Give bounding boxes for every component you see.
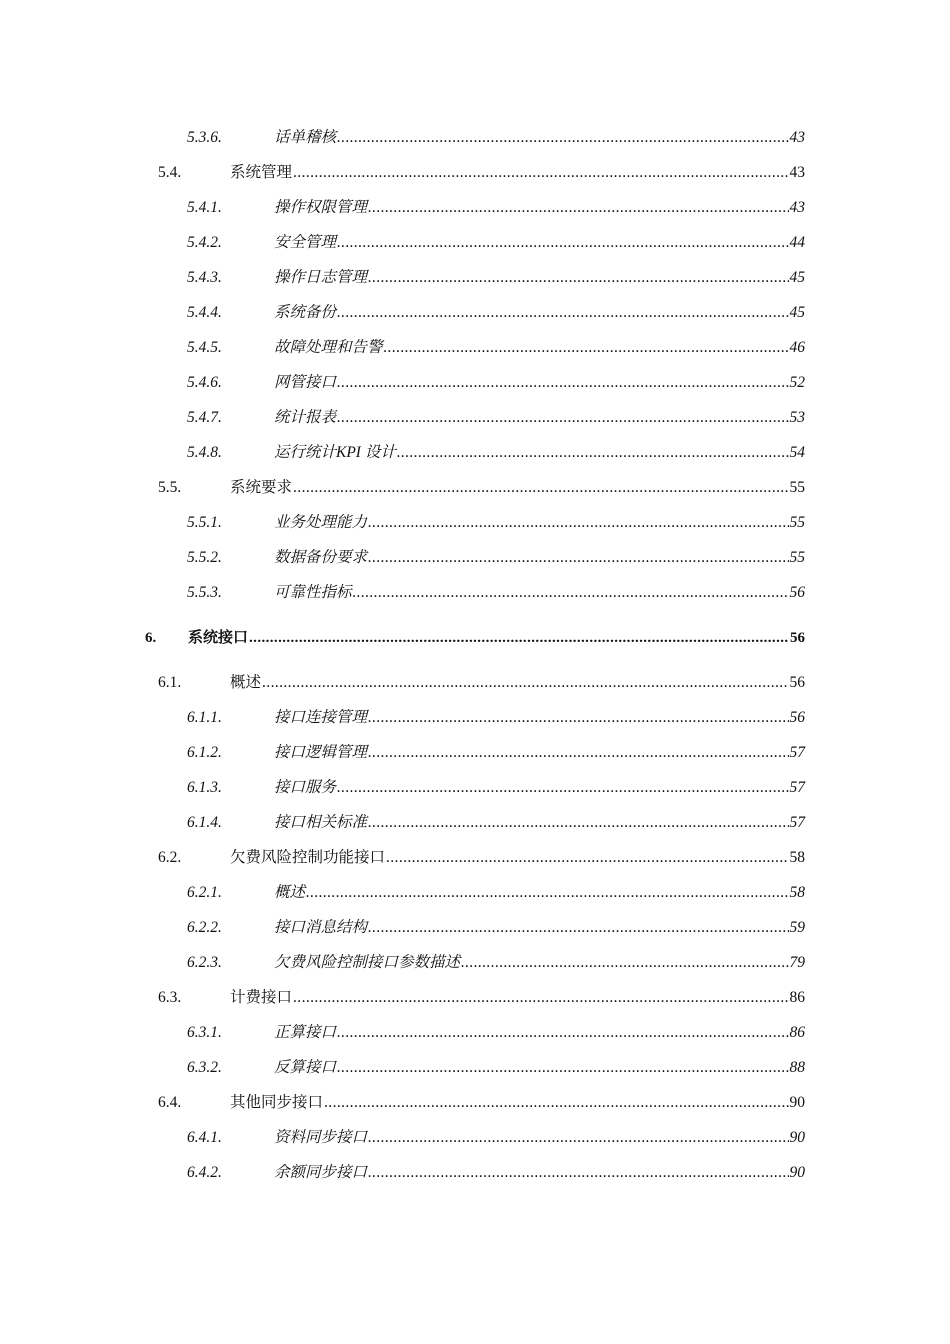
- toc-entry[interactable]: [0, 1126, 950, 1150]
- toc-entry-title: 操作日志管理: [274, 269, 368, 286]
- toc-entry-line: [274, 1126, 805, 1150]
- toc-entry-page-number: 90: [789, 1129, 805, 1146]
- toc-entry-line: [274, 266, 805, 290]
- toc-entry-page-number: 43: [789, 129, 805, 146]
- toc-entry-title: 其他同步接口: [230, 1094, 324, 1111]
- toc-entry-title: 话单稽核: [274, 129, 337, 146]
- toc-dot-leader: [337, 776, 788, 800]
- toc-entry-title: 系统要求: [230, 479, 293, 496]
- toc-dot-leader: [397, 441, 789, 465]
- toc-entry-line: [274, 231, 805, 255]
- toc-entry-title: 数据备份要求: [274, 549, 368, 566]
- toc-dot-leader: [353, 581, 789, 605]
- toc-entry-page-number: 43: [789, 199, 805, 216]
- toc-entry-line: [274, 196, 805, 220]
- toc-entry-title: 计费接口: [230, 989, 293, 1006]
- toc-entry-title: 正算接口: [274, 1024, 337, 1041]
- toc-entry-title: 系统管理: [230, 164, 293, 181]
- toc-entry-title: 统计报表: [274, 409, 337, 426]
- toc-entry-page-number: 45: [789, 269, 805, 286]
- toc-entry-number: 5.4.5.: [187, 339, 222, 356]
- toc-entry-number: 6.4.1.: [187, 1129, 222, 1146]
- toc-dot-leader: [337, 126, 788, 150]
- toc-entry[interactable]: [0, 336, 950, 360]
- toc-dot-leader: [293, 476, 788, 500]
- toc-entry-line: [274, 546, 805, 570]
- toc-entry-page-number: 79: [789, 954, 805, 971]
- toc-entry-line: [230, 986, 805, 1010]
- toc-entry[interactable]: [0, 231, 950, 255]
- toc-entry-line: [274, 126, 805, 150]
- toc-entry-page-number: 55: [789, 549, 805, 566]
- toc-dot-leader: [337, 371, 788, 395]
- toc-entry-page-number: 45: [789, 304, 805, 321]
- toc-dot-leader: [368, 741, 788, 765]
- toc-dot-leader: [337, 1056, 788, 1080]
- toc-entry-line: [274, 1161, 805, 1185]
- toc-entry[interactable]: [0, 1161, 950, 1185]
- toc-dot-leader: [337, 1021, 788, 1045]
- toc-entry-number: 6.3.1.: [187, 1024, 222, 1041]
- toc-entry-line: [274, 776, 805, 800]
- toc-entry-page-number: 56: [790, 630, 805, 646]
- toc-dot-leader: [337, 231, 788, 255]
- toc-entry-page-number: 56: [789, 584, 805, 601]
- toc-entry-page-number: 43: [789, 164, 805, 181]
- toc-entry[interactable]: [0, 881, 950, 905]
- toc-entry-page-number: 57: [789, 814, 805, 831]
- toc-dot-leader: [368, 546, 788, 570]
- toc-entry[interactable]: [0, 546, 950, 570]
- toc-dot-leader: [262, 671, 788, 695]
- toc-dot-leader: [324, 1091, 788, 1115]
- toc-entry-number: 5.4.4.: [187, 304, 222, 321]
- toc-entry-line: [274, 511, 805, 535]
- toc-entry-number: 6.4.2.: [187, 1164, 222, 1181]
- toc-entry-title: 资料同步接口: [274, 1129, 368, 1146]
- toc-entry-title: 故障处理和告警: [274, 339, 383, 356]
- toc-entry-line: [274, 741, 805, 765]
- toc-entry-number: 5.5.3.: [187, 584, 222, 601]
- toc-dot-leader: [368, 916, 788, 940]
- toc-entry[interactable]: [0, 511, 950, 535]
- toc-entry-line: [274, 336, 805, 360]
- toc-entry-line: [230, 1091, 805, 1115]
- toc-entry[interactable]: [0, 196, 950, 220]
- toc-entry[interactable]: [0, 671, 950, 695]
- toc-entry-title: 欠费风险控制接口参数描述: [274, 954, 461, 971]
- toc-entry-page-number: 57: [789, 744, 805, 761]
- toc-entry[interactable]: [0, 741, 950, 765]
- toc-entry-line: [274, 1021, 805, 1045]
- toc-entry-number: 6.3.: [158, 989, 182, 1006]
- toc-entry-number: 5.4.3.: [187, 269, 222, 286]
- toc-entry-number: 6.1.2.: [187, 744, 222, 761]
- toc-entry[interactable]: [0, 951, 950, 975]
- toc-entry[interactable]: [0, 441, 950, 465]
- toc-entry-title: 接口连接管理: [274, 709, 368, 726]
- toc-entry-page-number: 90: [789, 1164, 805, 1181]
- toc-dot-leader: [368, 511, 788, 535]
- toc-entry-number: 6.2.: [158, 849, 182, 866]
- toc-entry-title: 反算接口: [274, 1059, 337, 1076]
- toc-dot-leader: [384, 336, 789, 360]
- toc-entry-page-number: 58: [789, 849, 805, 866]
- toc-entry-number: 5.4.8.: [187, 444, 222, 461]
- toc-entry-title: 操作权限管理: [274, 199, 368, 216]
- toc-entry-line: [274, 706, 805, 730]
- toc-dot-leader: [368, 196, 788, 220]
- toc-entry-line: [274, 881, 805, 905]
- toc-entry-title: 系统接口: [188, 630, 249, 646]
- toc-entry-number: 5.5.2.: [187, 549, 222, 566]
- toc-entry[interactable]: [0, 1091, 950, 1115]
- toc-entry-number: 6.2.1.: [187, 884, 222, 901]
- toc-entry-title: 安全管理: [274, 234, 337, 251]
- toc-entry-page-number: 53: [789, 409, 805, 426]
- toc-entry[interactable]: [0, 476, 950, 500]
- toc-entry-title: 可靠性指标: [274, 584, 352, 601]
- toc-dot-leader: [306, 881, 788, 905]
- toc-entry-line: [230, 846, 805, 870]
- toc-entry-page-number: 52: [789, 374, 805, 391]
- toc-entry[interactable]: [0, 846, 950, 870]
- toc-dot-leader: [368, 1126, 788, 1150]
- toc-entry-page-number: 90: [789, 1094, 805, 1111]
- toc-entry-page-number: 59: [789, 919, 805, 936]
- toc-entry-title: 接口相关标准: [274, 814, 368, 831]
- toc-dot-leader: [249, 626, 789, 650]
- toc-dot-leader: [368, 811, 788, 835]
- toc-entry-line: [274, 301, 805, 325]
- toc-entry-number: 5.5.1.: [187, 514, 222, 531]
- toc-entry[interactable]: [0, 626, 950, 650]
- toc-entry-number: 5.4.: [158, 164, 182, 181]
- toc-entry-line: [274, 441, 805, 465]
- toc-entry[interactable]: [0, 916, 950, 940]
- toc-dot-leader: [337, 406, 788, 430]
- toc-entry-title: 接口服务: [274, 779, 337, 796]
- toc-entry-number: 5.5.: [158, 479, 182, 496]
- toc-entry-page-number: 58: [789, 884, 805, 901]
- toc-dot-leader: [293, 986, 788, 1010]
- toc-entry-page-number: 44: [789, 234, 805, 251]
- toc-entry-title: 业务处理能力: [274, 514, 368, 531]
- toc-entry-line: [274, 916, 805, 940]
- toc-dot-leader: [337, 301, 788, 325]
- toc-entry-line: [188, 626, 805, 650]
- toc-entry-page-number: 86: [789, 989, 805, 1006]
- toc-entry-number: 6.2.2.: [187, 919, 222, 936]
- toc-entry-title: 欠费风险控制功能接口: [230, 849, 386, 866]
- toc-entry[interactable]: [0, 706, 950, 730]
- toc-entry-title: 接口消息结构: [274, 919, 368, 936]
- toc-entry[interactable]: [0, 776, 950, 800]
- toc-entry-page-number: 54: [789, 444, 805, 461]
- toc-entry-line: [274, 406, 805, 430]
- toc-entry-title: 余额同步接口: [274, 1164, 368, 1181]
- toc-entry-number: 6.3.2.: [187, 1059, 222, 1076]
- toc-entry-number: 5.4.1.: [187, 199, 222, 216]
- toc-dot-leader: [461, 951, 788, 975]
- toc-dot-leader: [386, 846, 788, 870]
- toc-entry-number: 6.1.3.: [187, 779, 222, 796]
- toc-entry[interactable]: [0, 811, 950, 835]
- toc-entry-line: [230, 671, 805, 695]
- toc-entry[interactable]: [0, 371, 950, 395]
- toc-entry[interactable]: [0, 126, 950, 150]
- toc-entry-line: [274, 581, 805, 605]
- toc-entry-line: [274, 951, 805, 975]
- toc-entry[interactable]: [0, 301, 950, 325]
- toc-dot-leader: [368, 706, 788, 730]
- toc-entry[interactable]: [0, 161, 950, 185]
- toc-entry[interactable]: [0, 406, 950, 430]
- toc-entry-line: [274, 1056, 805, 1080]
- toc-entry[interactable]: [0, 986, 950, 1010]
- toc-entry-title: 网管接口: [274, 374, 337, 391]
- toc-entry-number: 5.4.7.: [187, 409, 222, 426]
- toc-entry-page-number: 56: [789, 674, 805, 691]
- toc-entry-page-number: 56: [789, 709, 805, 726]
- toc-entry-page-number: 46: [789, 339, 805, 356]
- toc-entry-number: 6.2.3.: [187, 954, 222, 971]
- toc-entry-page-number: 57: [789, 779, 805, 796]
- toc-entry[interactable]: [0, 266, 950, 290]
- toc-entry[interactable]: [0, 1056, 950, 1080]
- toc-entry-number: 5.3.6.: [187, 129, 222, 146]
- toc-entry-page-number: 55: [789, 479, 805, 496]
- toc-entry[interactable]: [0, 581, 950, 605]
- toc-entry[interactable]: [0, 1021, 950, 1045]
- toc-entry-number: 6.1.4.: [187, 814, 222, 831]
- toc-entry-title: 概述: [230, 674, 262, 691]
- toc-dot-leader: [293, 161, 788, 185]
- toc-entry-line: [230, 161, 805, 185]
- toc-entry-title: 接口逻辑管理: [274, 744, 368, 761]
- toc-entry-title: 运行统计KPI 设计: [274, 444, 396, 461]
- toc-entry-page-number: 88: [789, 1059, 805, 1076]
- toc-dot-leader: [368, 266, 788, 290]
- toc-entry-page-number: 55: [789, 514, 805, 531]
- toc-entry-line: [230, 476, 805, 500]
- toc-entry-number: 5.4.2.: [187, 234, 222, 251]
- toc-entry-number: 6.1.: [158, 674, 182, 691]
- toc-entry-line: [274, 371, 805, 395]
- toc-entry-line: [274, 811, 805, 835]
- toc-entry-page-number: 86: [789, 1024, 805, 1041]
- toc-entry-number: 6.: [145, 630, 157, 646]
- toc-dot-leader: [368, 1161, 788, 1185]
- toc-entry-number: 6.1.1.: [187, 709, 222, 726]
- toc-entry-number: 6.4.: [158, 1094, 182, 1111]
- toc-entry-title: 系统备份: [274, 304, 337, 321]
- toc-entry-number: 5.4.6.: [187, 374, 222, 391]
- toc-entry-title: 概述: [274, 884, 306, 901]
